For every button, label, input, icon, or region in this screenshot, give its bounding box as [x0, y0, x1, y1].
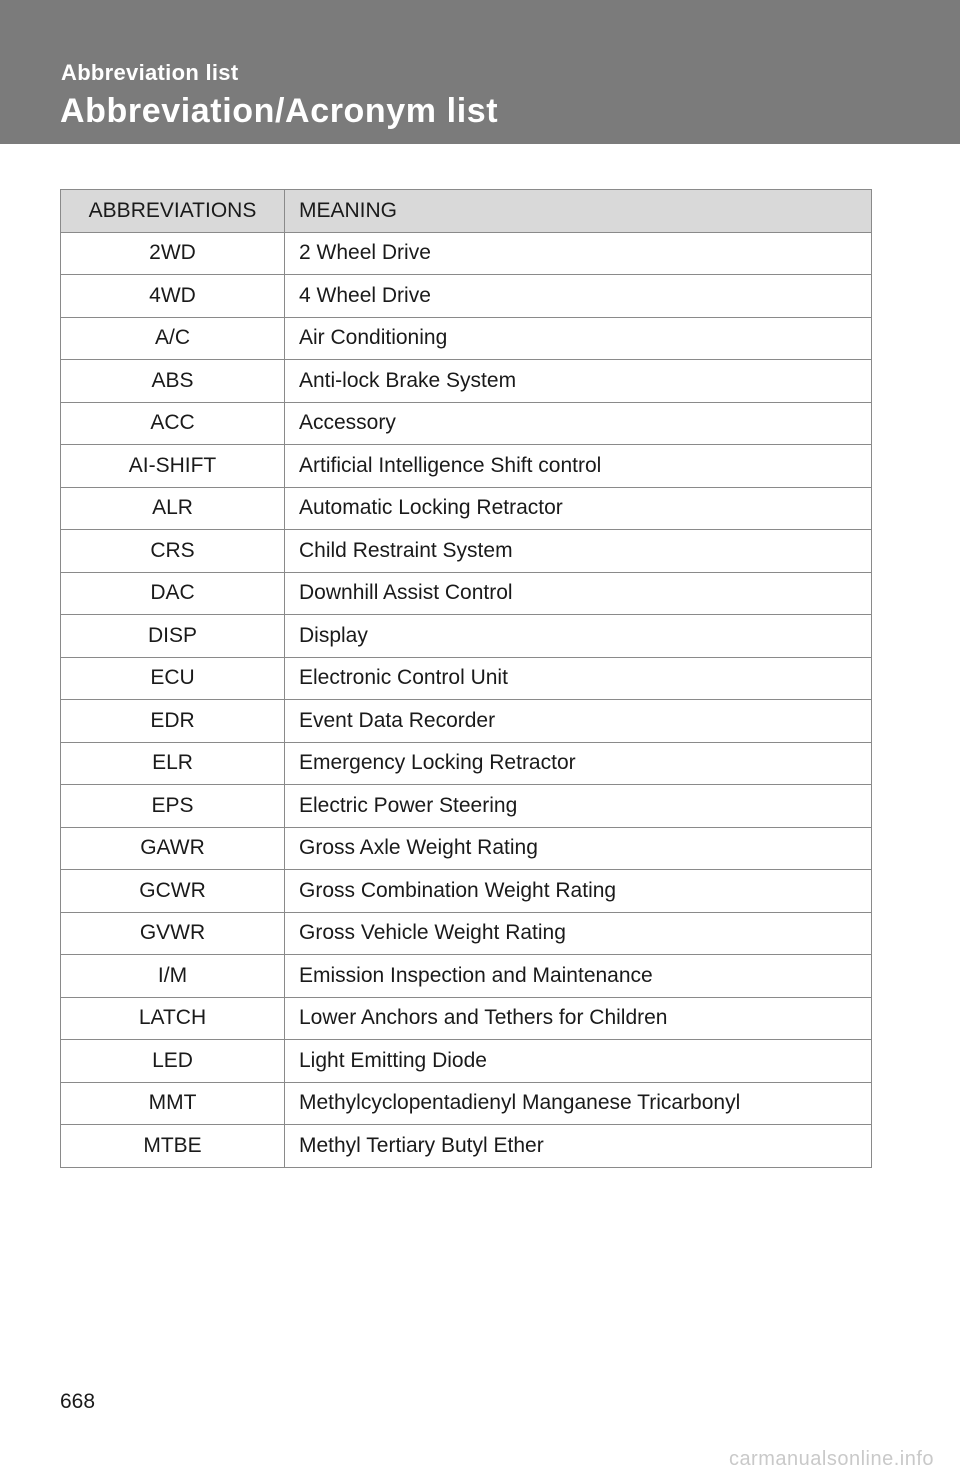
table-row	[61, 997, 872, 1040]
abbreviation-cell: AI-SHIFT	[61, 445, 285, 488]
table-row	[61, 615, 872, 658]
table-row	[61, 657, 872, 700]
table-row	[61, 317, 872, 360]
meaning-cell: 2 Wheel Drive	[285, 232, 872, 275]
meaning-cell: Methyl Tertiary Butyl Ether	[285, 1125, 872, 1168]
abbreviation-cell: 2WD	[61, 232, 285, 275]
meaning-cell: Automatic Locking Retractor	[285, 487, 872, 530]
meaning-cell: Air Conditioning	[285, 317, 872, 360]
table-row	[61, 275, 872, 318]
meaning-cell: Artificial Intelligence Shift control	[285, 445, 872, 488]
meaning-cell: Lower Anchors and Tethers for Children	[285, 997, 872, 1040]
table-row	[61, 1125, 872, 1168]
abbreviation-cell: A/C	[61, 317, 285, 360]
meaning-cell: Electronic Control Unit	[285, 657, 872, 700]
meaning-cell: Gross Combination Weight Rating	[285, 870, 872, 913]
page-title: Abbreviation/Acronym list	[60, 92, 499, 130]
abbreviation-cell: GAWR	[61, 827, 285, 870]
table-header-row	[61, 190, 872, 233]
meaning-cell: Accessory	[285, 402, 872, 445]
meaning-cell: Child Restraint System	[285, 530, 872, 573]
abbreviation-cell: MMT	[61, 1082, 285, 1125]
abbreviation-cell: ABS	[61, 360, 285, 403]
table-row	[61, 572, 872, 615]
abbreviation-cell: ECU	[61, 657, 285, 700]
watermark: carmanualsonline.info	[728, 1448, 934, 1470]
abbreviation-table	[60, 189, 872, 1168]
meaning-cell: Methylcyclopentadienyl Manganese Tricarbonyl	[285, 1082, 872, 1125]
table-row	[61, 1082, 872, 1125]
meaning-cell: Emission Inspection and Maintenance	[285, 955, 872, 998]
meaning-cell: Emergency Locking Retractor	[285, 742, 872, 785]
abbreviation-cell: MTBE	[61, 1125, 285, 1168]
page-number: 668	[60, 1390, 96, 1413]
table-row	[61, 955, 872, 998]
abbreviation-cell: GVWR	[61, 912, 285, 955]
abbreviation-cell: ALR	[61, 487, 285, 530]
abbreviation-cell: I/M	[61, 955, 285, 998]
meaning-cell: Event Data Recorder	[285, 700, 872, 743]
table-row	[61, 360, 872, 403]
table-row	[61, 827, 872, 870]
abbreviation-cell: LATCH	[61, 997, 285, 1040]
table-row	[61, 445, 872, 488]
table-row	[61, 742, 872, 785]
column-header-meaning: MEANING	[285, 190, 872, 233]
table-row	[61, 870, 872, 913]
meaning-cell: Light Emitting Diode	[285, 1040, 872, 1083]
table-row	[61, 700, 872, 743]
abbreviation-cell: EDR	[61, 700, 285, 743]
meaning-cell: Gross Vehicle Weight Rating	[285, 912, 872, 955]
meaning-cell: Electric Power Steering	[285, 785, 872, 828]
table-row	[61, 530, 872, 573]
header-band	[0, 0, 960, 144]
table-row	[61, 785, 872, 828]
column-header-abbreviations: ABBREVIATIONS	[61, 190, 285, 233]
abbreviation-cell: GCWR	[61, 870, 285, 913]
abbreviation-cell: CRS	[61, 530, 285, 573]
abbreviation-cell: LED	[61, 1040, 285, 1083]
meaning-cell: Downhill Assist Control	[285, 572, 872, 615]
abbreviation-cell: ACC	[61, 402, 285, 445]
meaning-cell: 4 Wheel Drive	[285, 275, 872, 318]
meaning-cell: Anti-lock Brake System	[285, 360, 872, 403]
abbreviation-cell: DAC	[61, 572, 285, 615]
table-body	[61, 232, 872, 1167]
abbreviation-cell: 4WD	[61, 275, 285, 318]
table-row	[61, 232, 872, 275]
meaning-cell: Display	[285, 615, 872, 658]
abbreviation-cell: ELR	[61, 742, 285, 785]
table-row	[61, 912, 872, 955]
abbreviation-cell: EPS	[61, 785, 285, 828]
table-row	[61, 1040, 872, 1083]
abbreviation-cell: DISP	[61, 615, 285, 658]
table-row	[61, 402, 872, 445]
section-label: Abbreviation list	[61, 60, 239, 85]
table-row	[61, 487, 872, 530]
meaning-cell: Gross Axle Weight Rating	[285, 827, 872, 870]
